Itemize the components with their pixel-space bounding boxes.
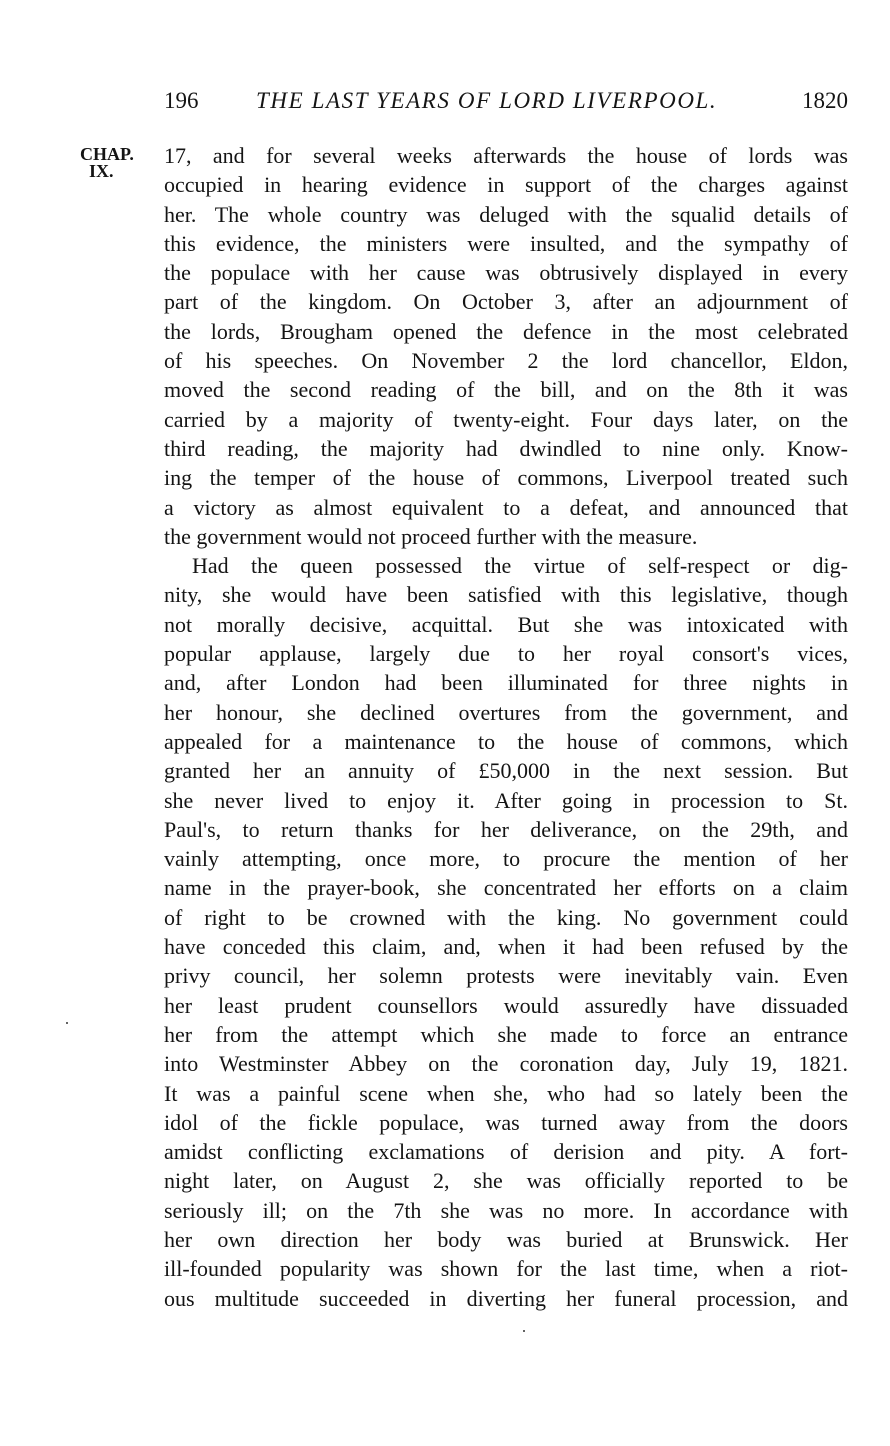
text-line: Paul's, to return thanks for her deliverance, on the 29th, and [164,816,848,842]
text-line: name in the prayer-book, she concentrated her efforts on a claim [164,875,848,901]
text-line: idol of the fickle populace, was turned away from the doors [164,1109,848,1135]
text-line: carried by a majority of twenty-eight. Four days later, on the [164,406,848,432]
text-line: her from the attempt which she made to force an entrance [164,1021,848,1047]
text-line: privy council, her solemn protests were inevitably vain. Even [164,963,848,989]
text-line: her. The whole country was deluged with the squalid details of [164,201,848,227]
text-line: appealed for a maintenance to the house of commons, which [164,728,848,754]
text-line: popular applause, largely due to her royal consort's vices, [164,641,848,667]
text-line: night later, on August 2, she was officially reported to be [164,1168,848,1194]
text-line: not morally decisive, acquittal. But she was intoxicated with [164,611,848,637]
text-line: the lords, Brougham opened the defence in the most celebrated [164,318,848,344]
text-line: of his speeches. On November 2 the lord chancellor, Eldon, [164,348,848,374]
text-line: into Westminster Abbey on the coronation day, July 19, 1821. [164,1051,848,1077]
chapter-number: IX. [89,161,114,181]
paragraph-2 [164,551,848,1313]
chap-label: CHAP. [80,144,134,164]
text-line: It was a painful scene when she, who had so lately been the [164,1080,848,1106]
header-year: 1820 [802,88,848,113]
text-line: the government would not proceed further with the measure. [164,523,698,549]
text-line: ing the temper of the house of commons, Liverpool treated such [164,465,848,491]
text-line: her least prudent counsellors would assuredly have dissuaded [164,992,848,1018]
running-header [164,88,848,118]
text-line: have conceded this claim, and, when it had been refused by the [164,934,848,960]
page-number: 196 [164,88,199,113]
text-line: this evidence, the ministers were insulted, and the sympathy of [164,230,848,256]
text-line: nity, she would have been satisfied with this legislative, though [164,582,848,608]
text-line: granted her an annuity of £50,000 in the next session. But [164,758,848,784]
text-line: seriously ill; on the 7th she was no more. In accordance with [164,1197,848,1223]
text-line: the populace with her cause was obtrusively displayed in every [164,260,848,286]
body-text [164,141,848,1313]
text-line: Had the queen possessed the virtue of self-respect or dig- [192,553,848,579]
text-line: of right to be crowned with the king. No government could [164,904,848,930]
text-line: 17, and for several weeks afterwards the house of lords was [164,143,848,168]
text-line: vainly attempting, once more, to procure the mention of her [164,846,848,872]
text-line: ous multitude succeeded in diverting her funeral procession, and [164,1285,848,1311]
text-line: she never lived to enjoy it. After going in procession to St. [164,787,848,813]
text-line: a victory as almost equivalent to a defeat, and announced that [164,494,848,520]
text-line: ill-founded popularity was shown for the last time, when a riot- [164,1256,848,1282]
running-title: THE LAST YEARS OF LORD LIVERPOOL. [256,88,718,113]
text-line: third reading, the majority had dwindled to nine only. Know- [164,435,848,461]
text-line: amidst conflicting exclamations of derision and pity. A fort- [164,1139,848,1165]
chapter-margin-label [80,146,160,180]
text-line: and, after London had been illuminated for three nights in [164,670,848,696]
scan-speck [66,1022,68,1024]
text-line: part of the kingdom. On October 3, after an adjournment of [164,289,848,315]
text-line: her honour, she declined overtures from the government, and [164,699,848,725]
text-line: moved the second reading of the bill, and on the 8th it was [164,377,848,403]
text-line: occupied in hearing evidence in support of the charges against [164,172,848,198]
scan-speck [523,1330,525,1332]
paragraph-1 [164,141,848,551]
text-line: her own direction her body was buried at Brunswick. Her [164,1226,848,1252]
